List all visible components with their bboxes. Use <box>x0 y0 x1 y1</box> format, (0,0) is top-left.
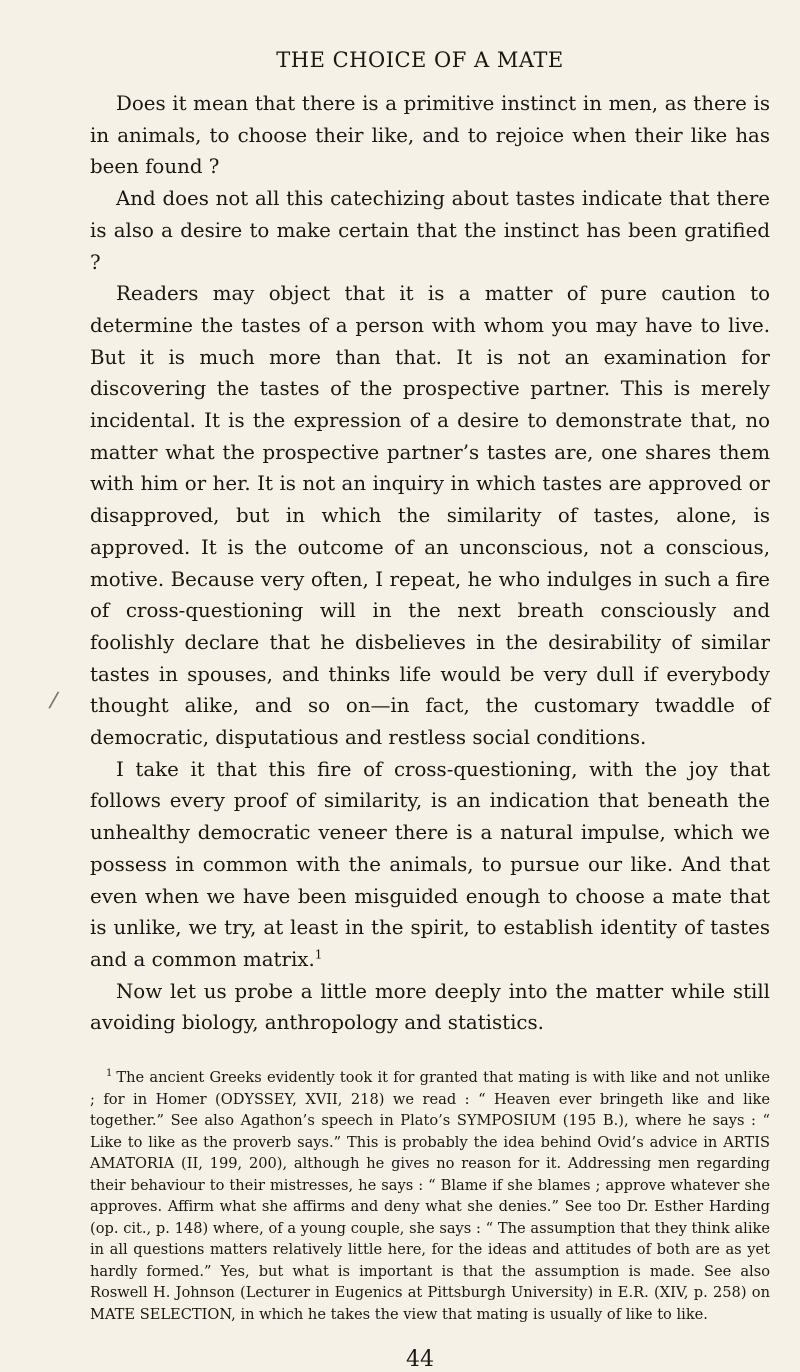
footnote-reference: 1 <box>314 947 323 962</box>
body-text <box>90 88 770 1039</box>
running-head: THE CHOICE OF A MATE <box>276 48 564 72</box>
footnote <box>90 1067 770 1325</box>
paragraph-text: I take it that this fire of cross-questioning, with the joy that follows every proof of similarity, is an indication that beneath the unhealthy democratic veneer there is a natural impulse, which we possess in common with the animals, to pursue our like. And that even when we have been misguided enough to choose a mate that is unlike, we try, at least in the spirit, to establish identity of tastes and a common matrix. <box>90 757 770 971</box>
paragraph-with-footnote <box>90 754 770 976</box>
paragraph: Readers may object that it is a matter of pure caution to determine the tastes of a person with whom you may have to live. But it is much more than that. It is not an examination for discovering the tastes of the prospective partner. This is merely incidental. It is the expression of a desire to demonstrate that, no matter what the prospective partner’s tastes are, one shares them with him or her. It is not an inquiry in which tastes are approved or disapproved, but in which the similarity of tastes, alone, is approved. It is the outcome of an unconscious, not a conscious, motive. Because very often, I repeat, he who indulges in such a fire of cross-questioning will in the next breath consciously and foolishly declare that he disbelieves in the desirability of similar tastes in spouses, and thinks life would be very dull if everybody thought alike, and so on—in fact, the customary twaddle of democratic, disputatious and restless social conditions. <box>90 282 770 750</box>
paragraph: And does not all this catechizing about tastes indicate that there is also a desire to make certain that the instinct has been gratified ? <box>90 187 770 274</box>
paragraph: Does it mean that there is a primitive instinct in men, as there is in animals, to choose their like, and to rejoice when their like has been found ? <box>90 92 770 179</box>
footnote-text: The ancient Greeks evidently took it for granted that mating is with like and not unlike ; for in Homer (ODYSSEY, XVII, 218) we read : “ Heaven ever bringeth like and like together.” See also Agathon’s speech in Plato’s SYMPOSIUM (195 B.), where he says : “ Like to like as the proverb says.” This is probably the idea behind Ovid’s advice in ARTIS AMATORIA (II, 199, 200), although he gives no reason for it. Addressing men regarding their behaviour to their mistresses, he says : “ Blame if she blames ; approve whatever she approves. Affirm what she affirms and deny what she denies.” See too Dr. Esther Harding (op. cit., p. 148) where, of a young couple, she says : “ The assumption that they think alike in all questions matters relatively little here, for the ideas and attitudes of both are as yet hardly formed.” Yes, but what is important is that the assumption is made. See also Roswell H. Johnson (Lecturer in Eugenics at Pittsburgh University) in E.R. (XIV, p. 258) on MATE SELECTION, in which he takes the view that mating is usually of like to like. <box>90 1069 770 1323</box>
pencil-mark-icon: / <box>47 687 60 714</box>
footnote-mark: 1 <box>106 1068 113 1080</box>
page-number: 44 <box>406 1347 434 1372</box>
paragraph: Now let us probe a little more deeply into the matter while still avoiding biology, anthropology and statistics. <box>90 979 770 1035</box>
